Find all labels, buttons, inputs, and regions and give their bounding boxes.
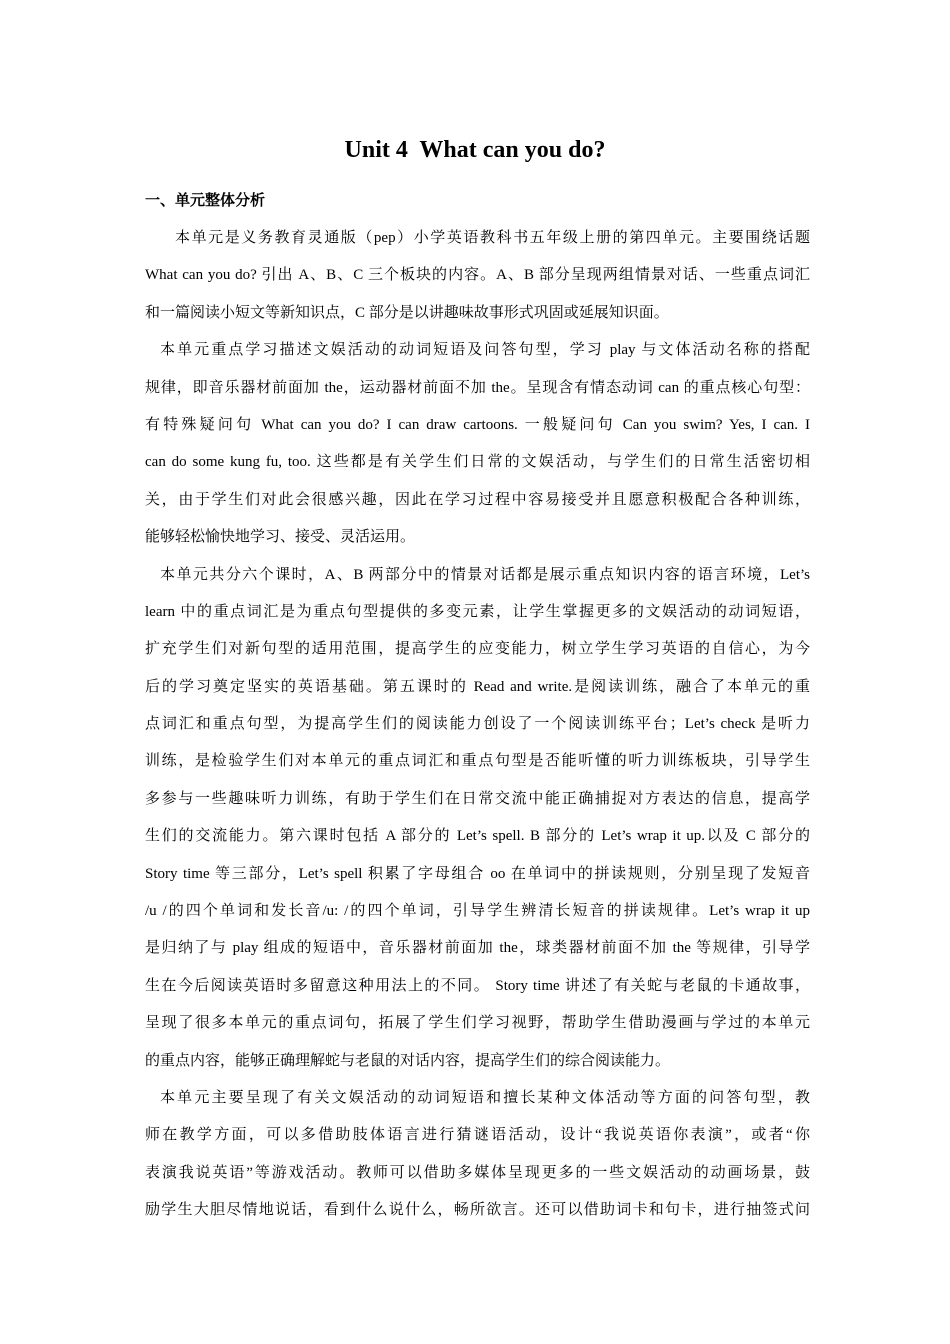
text-line: 表演我说英语”等游戏活动。教师可以借助多媒体呈现更多的一些文娱活动的动画场景，鼓 bbox=[145, 1164, 810, 1181]
text-line: What can you do? 引出 A、B、C 三个板块的内容。A、B 部分呈现两组情景对话、一些重点词汇 bbox=[145, 267, 810, 284]
text-line: 本单元共分六个课时，A、B 两部分中的情景对话都是展示重点知识内容的语言环境，Let’s bbox=[160, 566, 810, 583]
text-line: 生们的交流能力。第六课时包括 A 部分的 Let’s spell. B 部分的 Let’s wrap it up.以及 C 部分的 bbox=[145, 828, 810, 845]
section-heading: 一、单元整体分析 bbox=[145, 193, 266, 209]
text-line: Story time 等三部分，Let’s spell 积累了字母组合 oo 在单词中的拼读规则，分别呈现了发短音 bbox=[145, 865, 810, 882]
text-line: 扩充学生们对新句型的适用范围，提高学生的应变能力，树立学生学习英语的自信心，为今 bbox=[145, 641, 810, 658]
text-line: 规律，即音乐器材前面加 the，运动器材前面不加 the。呈现含有情态动词 can 的重点核心句型： bbox=[145, 379, 810, 396]
text-line: 励学生大胆尽情地说话，看到什么说什么，畅所欲言。还可以借助词卡和句卡，进行抽签式问 bbox=[145, 1202, 810, 1219]
text-line: 师在教学方面，可以多借助肢体语言进行猜谜语活动，设计“我说英语你表演”，或者“你 bbox=[145, 1127, 810, 1144]
page-title: Unit 4 What can you do? bbox=[344, 137, 606, 163]
paragraph-2 bbox=[145, 332, 810, 556]
paragraph-3 bbox=[145, 557, 810, 1080]
text-line: /u /的四个单词和发长音/u: /的四个单词，引导学生辨清长短音的拼读规律。Let’s wrap it up bbox=[145, 903, 810, 920]
text-line: 本单元重点学习描述文娱活动的动词短语及问答句型，学习 play 与文体活动名称的搭配 bbox=[160, 342, 810, 359]
text-line: 呈现了很多本单元的重点词句，拓展了学生们学习视野，帮助学生借助漫画与学过的本单元 bbox=[145, 1015, 810, 1032]
text-line: learn 中的重点词汇是为重点句型提供的多变元素，让学生掌握更多的文娱活动的动词短语， bbox=[145, 603, 810, 620]
text-line: 和一篇阅读小短文等新知识点，C 部分是以讲趣味故事形式巩固或延展知识面。 bbox=[145, 304, 669, 321]
text-line: 点词汇和重点句型，为提高学生们的阅读能力创设了一个阅读训练平台；Let’s check 是听力 bbox=[145, 716, 810, 733]
text-line: 训练，是检验学生们对本单元的重点词汇和重点句型是否能听懂的听力训练板块，引导学生 bbox=[145, 753, 810, 770]
text-line: can do some kung fu, too. 这些都是有关学生们日常的文娱活动，与学生们的日常生活密切相 bbox=[145, 454, 810, 471]
body-text bbox=[145, 220, 810, 1230]
text-line: 的重点内容，能够正确理解蛇与老鼠的对话内容，提高学生们的综合阅读能力。 bbox=[145, 1052, 671, 1069]
text-line: 本单元是义务教育灵通版（pep）小学英语教科书五年级上册的第四单元。主要围绕话题 bbox=[175, 230, 810, 246]
text-line: 有特殊疑问句 What can you do? I can draw cartoons. 一般疑问句 Can you swim? Yes, I can. I bbox=[145, 416, 810, 433]
text-line: 关，由于学生们对此会很感兴趣，因此在学习过程中容易接受并且愿意积极配合各种训练， bbox=[145, 491, 810, 508]
text-line: 本单元主要呈现了有关文娱活动的动词短语和擅长某种文体活动等方面的问答句型，教 bbox=[160, 1089, 810, 1106]
text-line: 生在今后阅读英语时多留意这种用法上的不同。 Story time 讲述了有关蛇与老鼠的卡通故事， bbox=[145, 977, 810, 994]
text-line: 是归纳了与 play 组成的短语中，音乐器材前面加 the，球类器材前面不加 the 等规律，引导学 bbox=[145, 940, 810, 957]
text-line: 多参与一些趣味听力训练，有助于学生们在日常交流中能正确捕捉对方表达的信息，提高学 bbox=[145, 790, 810, 807]
paragraph-1 bbox=[145, 220, 810, 332]
text-line: 能够轻松愉快地学习、接受、灵活运用。 bbox=[145, 529, 416, 546]
paragraph-4 bbox=[145, 1080, 810, 1230]
text-line: 后的学习奠定坚实的英语基础。第五课时的 Read and write.是阅读训练，融合了本单元的重 bbox=[145, 678, 810, 695]
